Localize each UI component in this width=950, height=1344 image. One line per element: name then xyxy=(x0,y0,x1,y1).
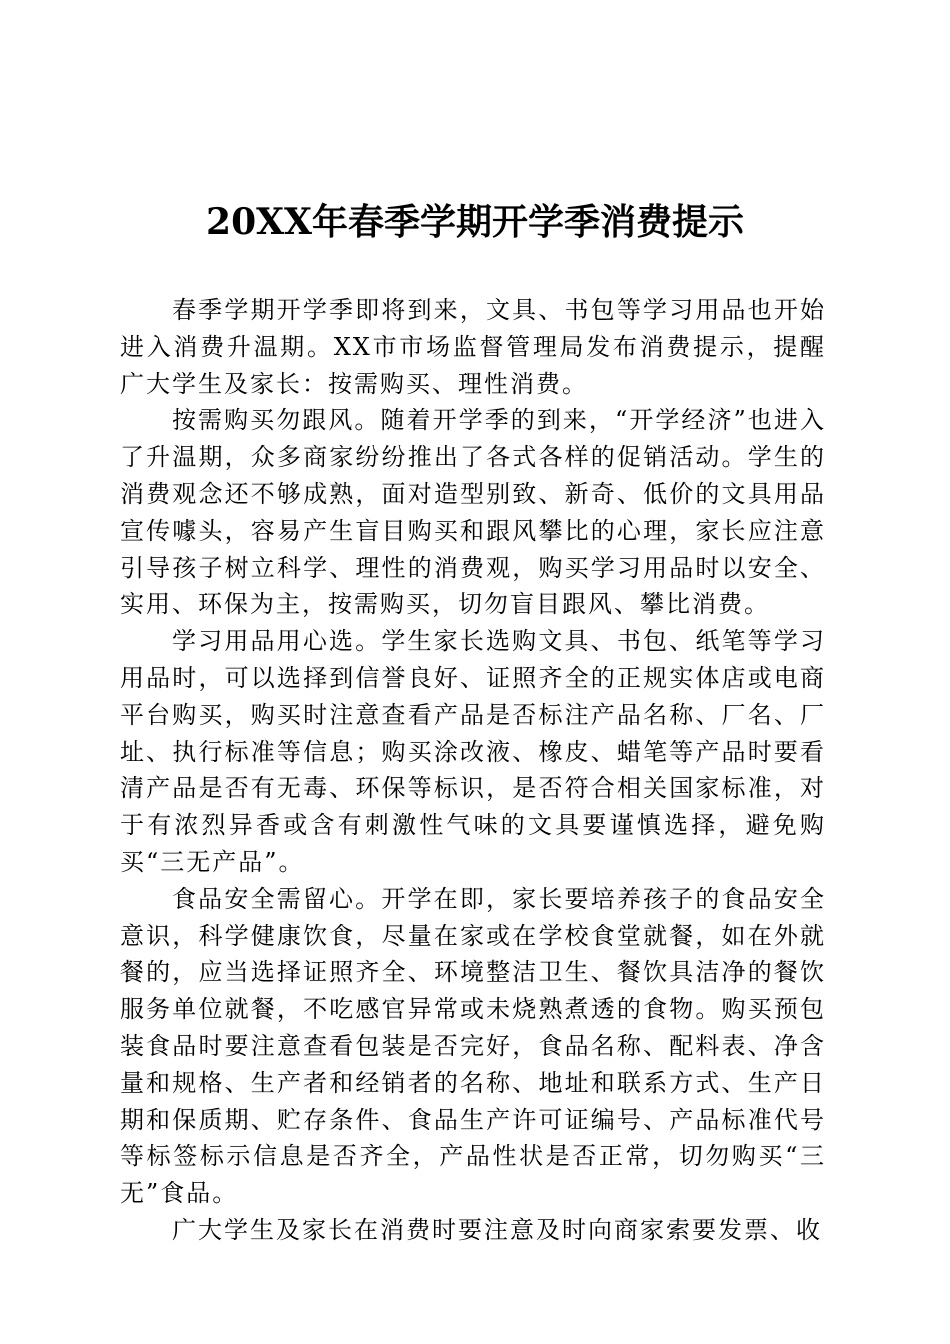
document-body xyxy=(120,292,826,1249)
document-title: 20XX年春季学期开学季消费提示 xyxy=(206,201,744,243)
paragraph-school-supplies: 学习用品用心选。学生家长选购文具、书包、纸笔等学习用品时，可以选择到信誉良好、证照齐全的正规实体店或电商平台购买，购买时注意查看产品是否标注产品名称、厂名、厂址、执行标准等信息；购买涂改液、橡皮、蜡笔等产品时要看清产品是否有无毒、环保等标识，是否符合相关国家标准，对于有浓烈异香或含有刺激性气味的文具要谨慎选择，避免购买“三无产品”。 xyxy=(120,627,826,876)
paragraph-buy-as-needed: 按需购买勿跟风。随着开学季的到来，“开学经济”也进入了升温期，众多商家纷纷推出了各式各样的促销活动。学生的消费观念还不够成熟，面对造型别致、新奇、低价的文具用品宣传噱头，容易产生盲目购买和跟风攀比的心理，家长应注意引导孩子树立科学、理性的消费观，购买学习用品时以安全、实用、环保为主，按需购买，切勿盲目跟风、攀比消费。 xyxy=(120,406,826,619)
paragraph-invoice: 广大学生及家长在消费时要注意及时向商家索要发票、收 xyxy=(172,1215,822,1244)
paragraph-food-safety: 食品安全需留心。开学在即，家长要培养孩子的食品安全意识，科学健康饮食，尽量在家或在学校食堂就餐，如在外就餐的，应当选择证照齐全、环境整洁卫生、餐饮具洁净的餐饮服务单位就餐，不吃感官异常或未烧熟煮透的食物。购买预包装食品时要注意查看包装是否完好，食品名称、配料表、净含量和规格、生产者和经销者的名称、地址和联系方式、生产日期和保质期、贮存条件、食品生产许可证编号、产品标准代号等标签标示信息是否齐全，产品性状是否正常，切勿购买“三无”食品。 xyxy=(120,884,826,1208)
paragraph-intro: 春季学期开学季即将到来，文具、书包等学习用品也开始进入消费升温期。XX市市场监督管理局发布消费提示，提醒广大学生及家长：按需购买、理性消费。 xyxy=(120,296,826,398)
